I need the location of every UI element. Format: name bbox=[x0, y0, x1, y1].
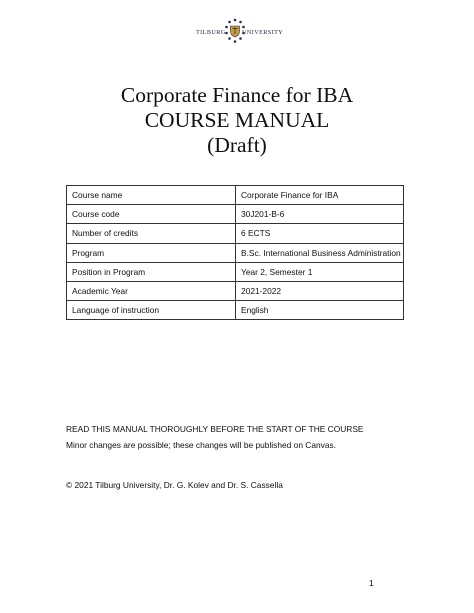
minor-changes-note: Minor changes are possible; these changes will be published on Canvas. bbox=[66, 440, 337, 450]
logo-text-right: UNIVERSITY bbox=[242, 29, 284, 36]
read-manual-notice: READ THIS MANUAL THOROUGHLY BEFORE THE START OF THE COURSE bbox=[66, 424, 364, 434]
title-block bbox=[0, 83, 474, 158]
copyright-line: © 2021 Tilburg University, Dr. G. Kolev and Dr. S. Cassella bbox=[66, 480, 283, 490]
row-label: Number of credits bbox=[67, 224, 236, 243]
row-value: Corporate Finance for IBA bbox=[236, 186, 404, 205]
row-label: Position in Program bbox=[67, 262, 236, 281]
manual-title: COURSE MANUAL bbox=[144, 108, 330, 132]
row-value: 6 ECTS bbox=[236, 224, 404, 243]
logo-text-left: TILBURG bbox=[196, 29, 226, 36]
table-row bbox=[67, 224, 404, 243]
row-label: Academic Year bbox=[67, 281, 236, 300]
row-label: Course name bbox=[67, 186, 236, 205]
row-value: 2021-2022 bbox=[236, 281, 404, 300]
row-value: 30J201-B-6 bbox=[236, 205, 404, 224]
row-label: Course code bbox=[67, 205, 236, 224]
table-row bbox=[67, 205, 404, 224]
course-info-table bbox=[66, 185, 404, 320]
row-label: Language of instruction bbox=[67, 301, 236, 320]
draft-label: (Draft) bbox=[207, 133, 267, 157]
table-row bbox=[67, 262, 404, 281]
row-value: Year 2, Semester 1 bbox=[236, 262, 404, 281]
table-row bbox=[67, 243, 404, 262]
course-title: Corporate Finance for IBA bbox=[120, 83, 354, 107]
table-row bbox=[67, 186, 404, 205]
page-number: 1 bbox=[369, 578, 374, 588]
row-label: Program bbox=[67, 243, 236, 262]
tilburg-university-logo bbox=[196, 18, 300, 44]
table-row bbox=[67, 301, 404, 320]
row-value: B.Sc. International Business Administration bbox=[236, 243, 404, 262]
table-row bbox=[67, 281, 404, 300]
row-value: English bbox=[236, 301, 404, 320]
